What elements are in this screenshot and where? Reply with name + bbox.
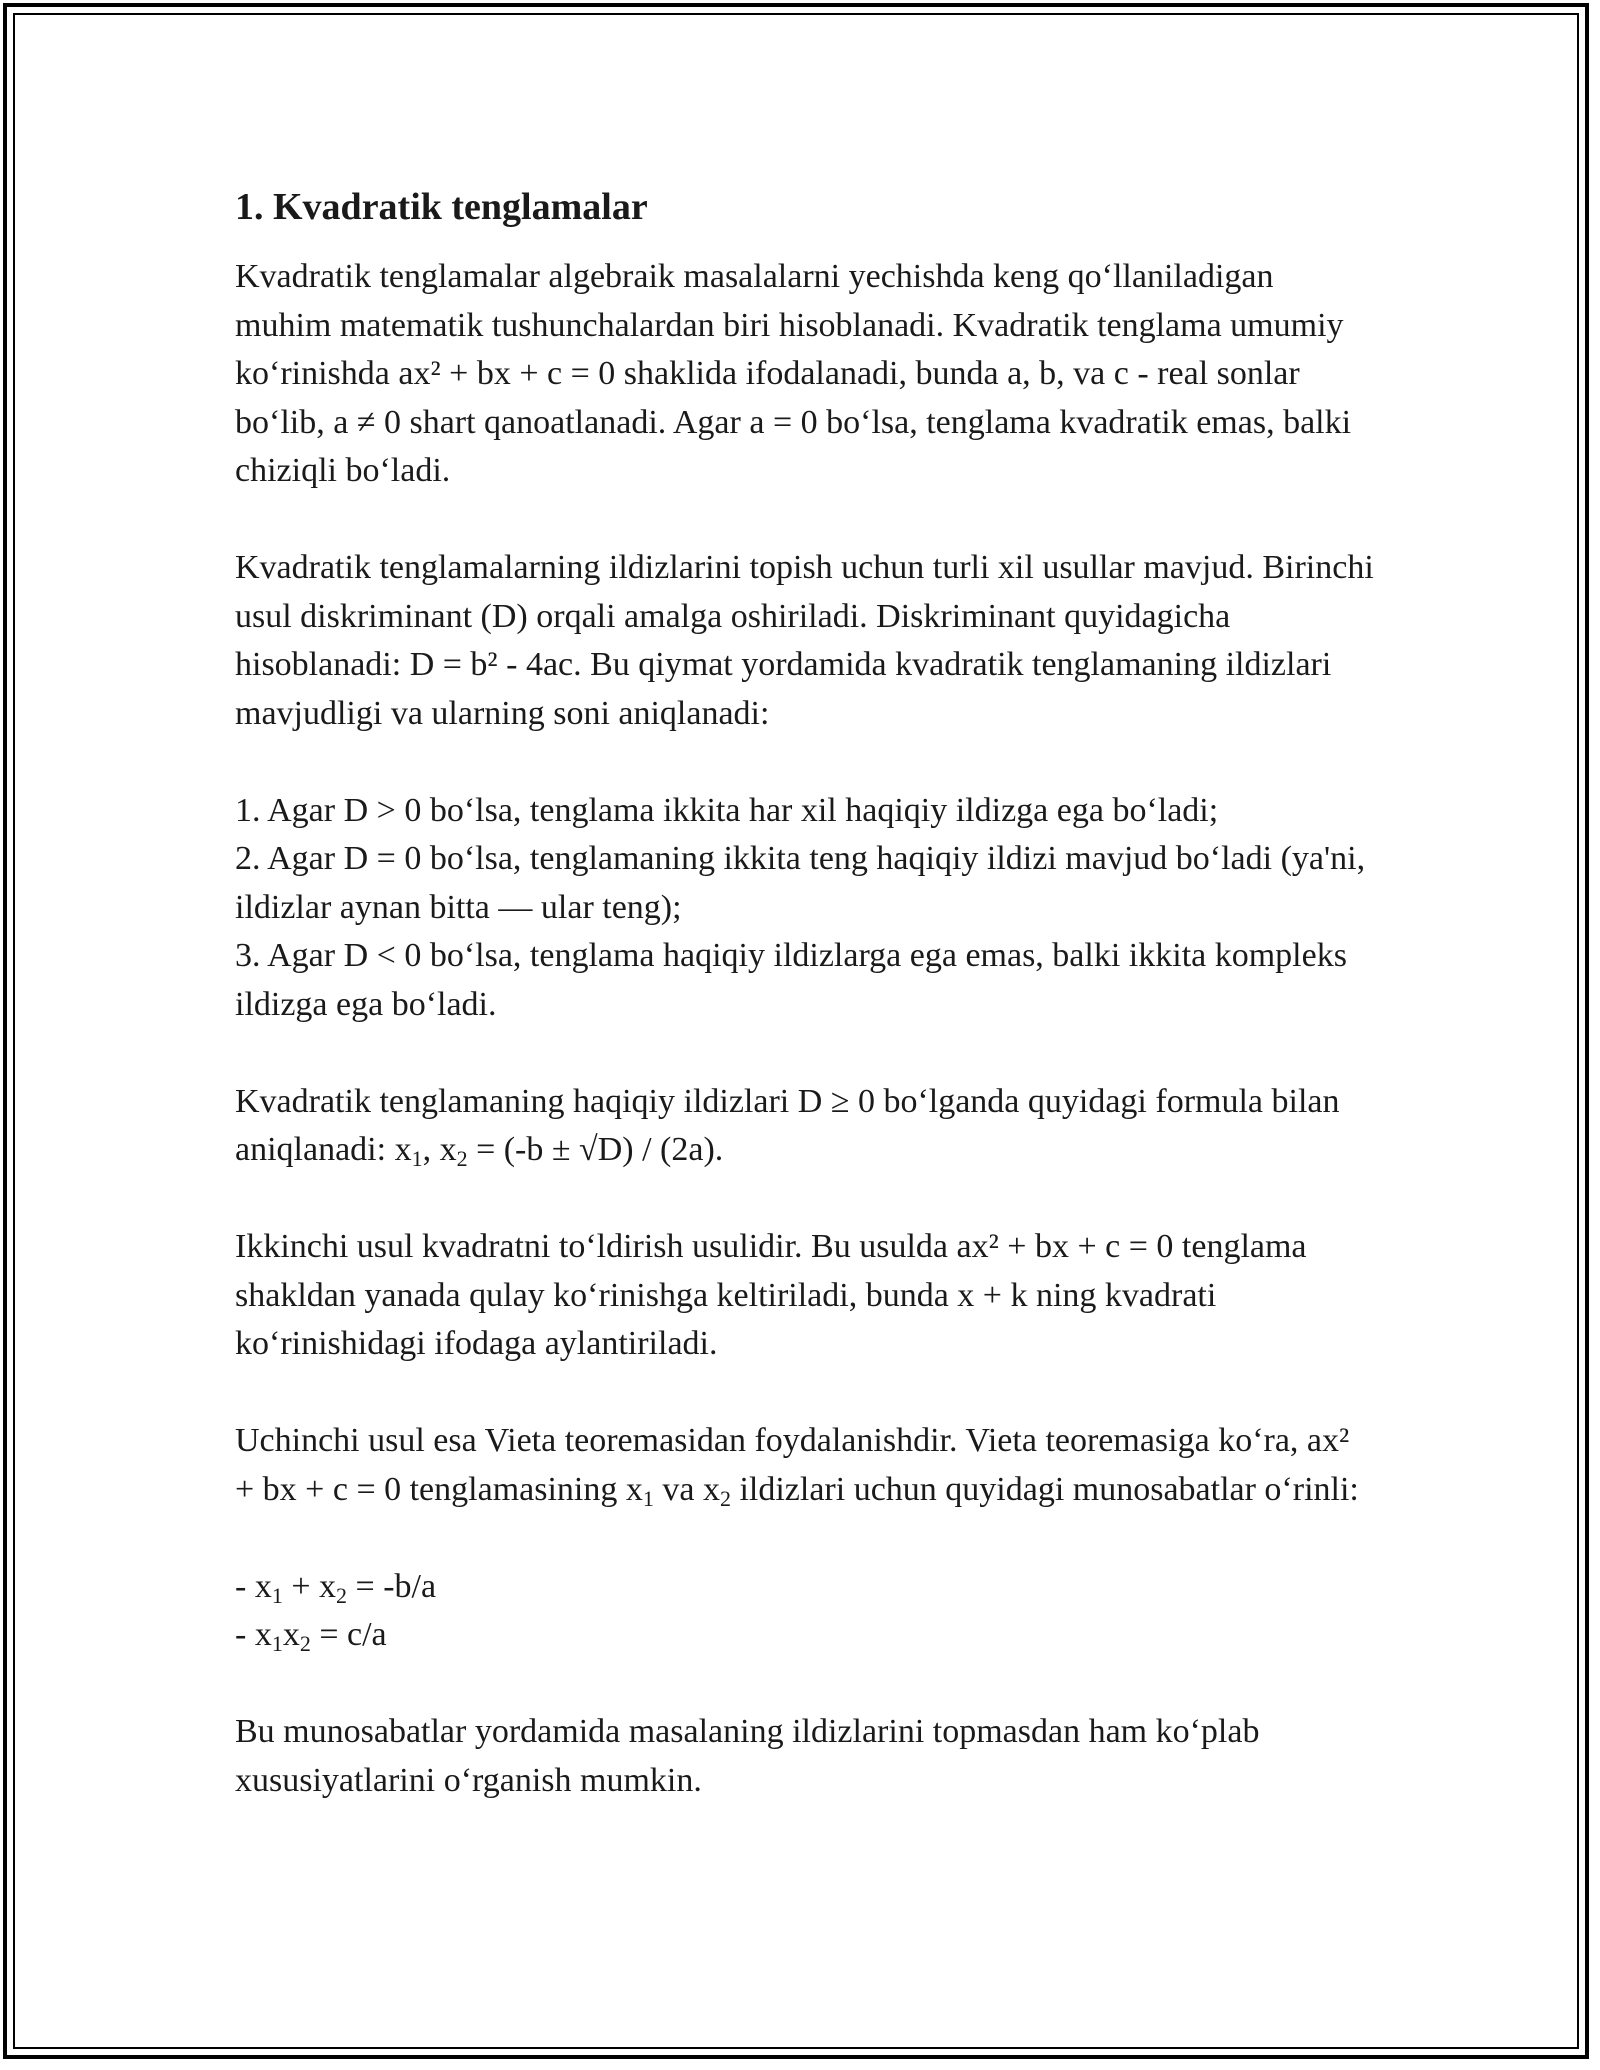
- paragraph-intro: Kvadratik tenglamalar algebraik masalalarni yechishda keng qo‘llaniladigan muhim matematik tushunchalardan biri hisoblanadi. Kvadratik tenglama umumiy ko‘rinishda ax² + bx + c = 0 shaklida ifodalanadi, bunda a, b, va c - real sonlar bo‘lib, a ≠ 0 shart qanoatlanadi. Agar a = 0 bo‘lsa, tenglama kvadratik emas, balki chiziqli bo‘ladi.: [235, 258, 1352, 489]
- paragraph-discriminant: Kvadratik tenglamalarning ildizlarini topish uchun turli xil usullar mavjud. Birinchi usul diskriminant (D) orqali amalga oshiriladi. Diskriminant quyidagicha hisoblanadi: D = b² - 4ac. Bu qiymat yordamida kvadratik tenglamaning ildizlari mavjudligi va ularning soni aniqlanadi:: [235, 549, 1374, 732]
- discriminant-cases-list: [235, 787, 1375, 1030]
- section-title: 1. Kvadratik tenglamalar: [235, 186, 648, 228]
- paragraph-conclusion: Bu munosabatlar yordamida masalaning ildizlarini topmasdan ham ko‘plab xususiyatlarini o‘rganish mumkin.: [235, 1713, 1260, 1799]
- paragraph-completing-square: Ikkinchi usul kvadratni to‘ldirish usulidir. Bu usulda ax² + bx + c = 0 tenglama shakldan yanada qulay ko‘rinishga keltiriladi, bunda x + k ning kvadrati ko‘rinishidagi ifodaga aylantiriladi.: [235, 1228, 1307, 1362]
- list-item: 3. Agar D < 0 bo‘lsa, tenglama haqiqiy ildizlarga ega emas, balki ikkita kompleks ildizga ega bo‘ladi.: [235, 937, 1347, 1023]
- vieta-relations: [235, 1563, 1375, 1660]
- paragraph-root-formula: Kvadratik tenglamaning haqiqiy ildizlari D ≥ 0 bo‘lganda quyidagi formula bilan aniqlanadi: $x_1$, $x_2 = (-b \pm √D) / (2a)$.: [235, 1082, 1340, 1171]
- document-body: [235, 185, 1375, 1854]
- list-item: 2. Agar D = 0 bo‘lsa, tenglamaning ikkita teng haqiqiy ildizi mavjud bo‘ladi (ya'ni, ildizlar aynan bitta — ular teng);: [235, 840, 1366, 926]
- paragraph-vieta: Uchinchi usul esa Vieta teoremasidan foydalanishdir. Vieta teoremasiga ko‘ra, ax² + bx + c = 0 tenglamasining $x_1$ va $x_2$ ildizlari uchun quyidagi munosabatlar o‘rinli:: [235, 1422, 1359, 1511]
- vieta-product-relation: - $x_1x_2 = c/a$: [235, 1616, 387, 1656]
- vieta-sum-relation: - $x_1 + x_2 = -b/a$: [235, 1567, 437, 1608]
- list-item: 1. Agar D > 0 bo‘lsa, tenglama ikkita har xil haqiqiy ildizga ega bo‘ladi;: [235, 791, 1219, 829]
